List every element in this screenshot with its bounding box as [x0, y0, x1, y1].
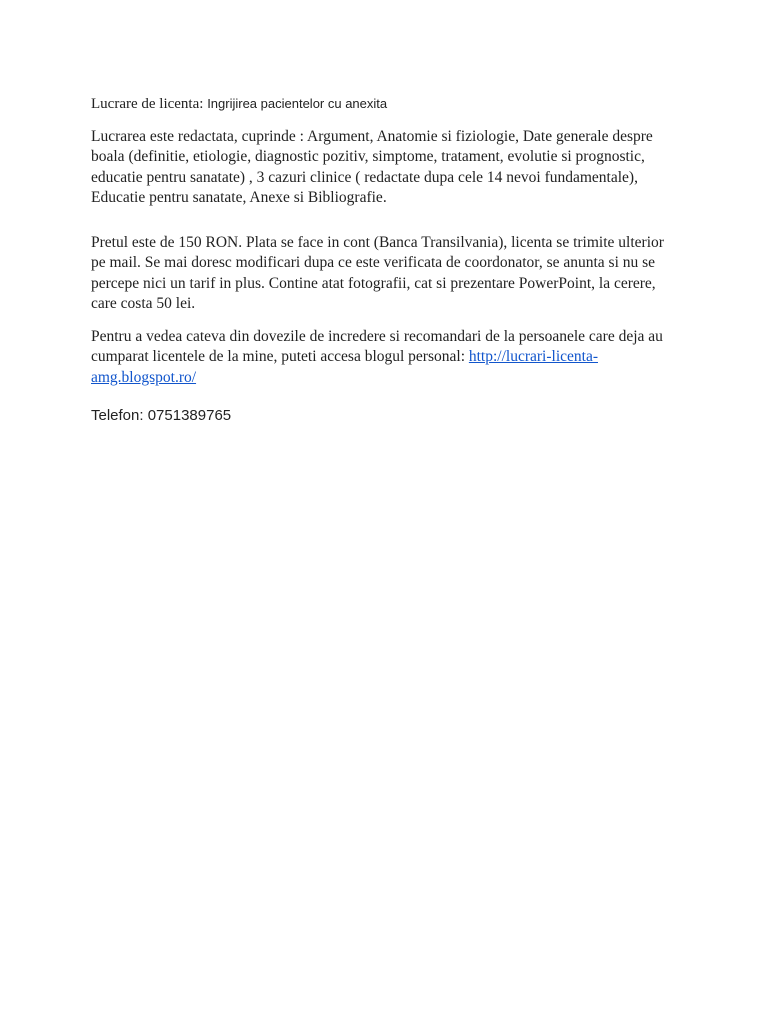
recommendations-text: Pentru a vedea cateva din dovezile de incredere si recomandari de la persoanele care deja au cumparat licentele de la mine, puteti accesa blogul personal:	[91, 327, 663, 365]
description-paragraph: Lucrarea este redactata, cuprinde : Argument, Anatomie si fiziologie, Date generale despre boala (definitie, etiologie, diagnostic pozitiv, simptome, tratament, evolutie si prognostic, educatie pentru sanatate) , 3 cazuri clinice ( redactate dupa cele 14 nevoi fundamentale), Educatie pentru sanatate, Anexe si Bibliografie.	[91, 127, 653, 206]
title-prefix: Lucrare de licenta:	[91, 96, 204, 112]
recommendations-paragraph	[91, 327, 681, 389]
document-body	[91, 94, 681, 426]
blog-link[interactable]: http://lucrari-licenta-amg.blogspot.ro/	[91, 348, 598, 386]
price-paragraph: Pretul este de 150 RON. Plata se face in cont (Banca Transilvania), licenta se trimite ulterior pe mail. Se mai doresc modificari dupa ce este verificata de coordonator, se anunta si nu se percepe nici un tarif in plus. Contine atat fotografii, cat si prezentare PowerPoint, la cerere, care costa 50 lei.	[91, 233, 664, 312]
phone-number: Telefon: 0751389765	[91, 407, 232, 424]
title-subject: Ingrijirea pacientelor cu anexita	[207, 96, 388, 111]
document-title	[91, 94, 681, 115]
